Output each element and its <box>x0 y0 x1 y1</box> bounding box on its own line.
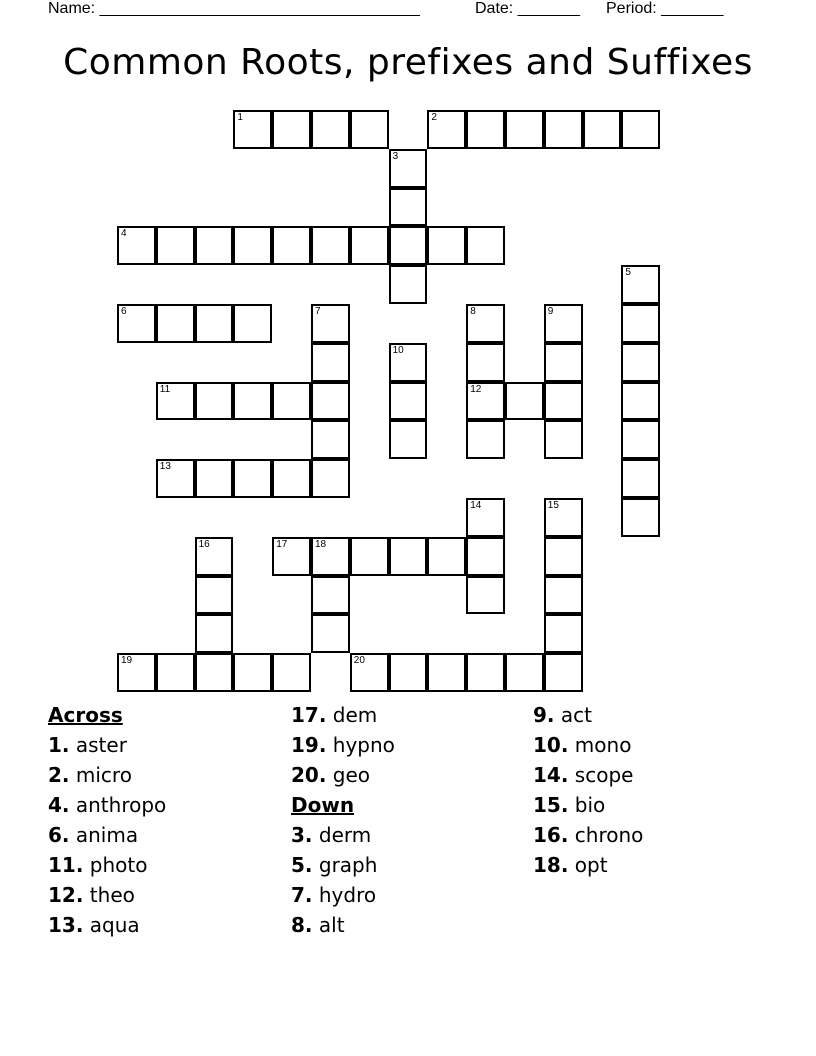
clue-number: 10 <box>392 344 404 356</box>
grid-cell[interactable] <box>195 653 234 692</box>
clue-list <box>0 700 816 1000</box>
clue-number: 8 <box>470 306 476 317</box>
grid-cell[interactable] <box>466 498 505 537</box>
clue-number: 20 <box>353 655 365 667</box>
clue-item-number: 20. <box>291 763 327 787</box>
grid-cell[interactable] <box>621 343 660 382</box>
clue-number: 11 <box>159 383 171 395</box>
grid-cell[interactable] <box>583 110 622 149</box>
clue-item <box>48 820 166 850</box>
grid-cell[interactable] <box>621 265 660 304</box>
clue-item-number: 18. <box>533 853 569 877</box>
clue-item-number: 6. <box>48 823 70 847</box>
grid-cell[interactable] <box>195 576 234 615</box>
grid-cell[interactable] <box>311 459 350 498</box>
clue-item-text: scope <box>574 763 634 787</box>
clue-number: 13 <box>159 461 171 473</box>
grid-cell[interactable] <box>389 653 428 692</box>
grid-cell[interactable] <box>466 226 505 265</box>
clue-number: 12 <box>470 383 482 395</box>
clue-item-number: 11. <box>48 853 84 877</box>
clue-item <box>291 910 395 940</box>
grid-cell[interactable] <box>544 304 583 343</box>
clue-item-number: 10. <box>533 733 569 757</box>
clue-item-text: act <box>560 703 592 727</box>
clue-item-text: hydro <box>318 883 377 907</box>
clue-item <box>48 880 166 910</box>
grid-cell[interactable] <box>389 226 428 265</box>
clue-item-number: 15. <box>533 793 569 817</box>
grid-cell[interactable] <box>544 576 583 615</box>
clue-item-number: 3. <box>291 823 313 847</box>
grid-cell[interactable] <box>466 110 505 149</box>
grid-cell[interactable] <box>466 576 505 615</box>
clue-item-text: geo <box>332 763 371 787</box>
grid-cell[interactable] <box>311 420 350 459</box>
grid-cell[interactable] <box>350 226 389 265</box>
grid-cell[interactable] <box>389 149 428 188</box>
grid-cell[interactable] <box>117 226 156 265</box>
clue-item <box>48 730 166 760</box>
clue-item-number: 17. <box>291 703 327 727</box>
grid-cell[interactable] <box>272 459 311 498</box>
grid-cell[interactable] <box>427 537 466 576</box>
grid-cell[interactable] <box>272 653 311 692</box>
grid-cell[interactable] <box>389 537 428 576</box>
grid-cell[interactable] <box>544 110 583 149</box>
grid-cell[interactable] <box>195 382 234 421</box>
clue-item-text: micro <box>75 763 132 787</box>
clue-item-text: derm <box>318 823 372 847</box>
clue-item-number: 19. <box>291 733 327 757</box>
clue-number: 1 <box>237 112 243 123</box>
grid-cell[interactable] <box>389 343 428 382</box>
clue-item-number: 14. <box>533 763 569 787</box>
clue-item-text: anima <box>75 823 139 847</box>
grid-cell[interactable] <box>117 304 156 343</box>
clue-item-text: chrono <box>574 823 644 847</box>
clue-number: 3 <box>392 150 399 162</box>
clue-number: 7 <box>315 306 321 317</box>
clue-item <box>533 820 643 850</box>
clue-number: 16 <box>198 538 210 550</box>
grid-cell[interactable] <box>233 382 272 421</box>
grid-cell[interactable] <box>272 226 311 265</box>
grid-cell[interactable] <box>233 110 272 149</box>
clue-column-2 <box>291 700 395 940</box>
clue-item <box>533 850 643 880</box>
clue-column-3 <box>533 700 643 880</box>
grid-cell[interactable] <box>466 382 505 421</box>
clue-item <box>48 790 166 820</box>
clue-item-number: 12. <box>48 883 84 907</box>
grid-cell[interactable] <box>311 110 350 149</box>
clue-section-heading: Down <box>291 793 355 817</box>
clue-item <box>291 880 395 910</box>
clue-item-number: 2. <box>48 763 70 787</box>
grid-cell[interactable] <box>466 653 505 692</box>
clue-column-1 <box>48 700 166 940</box>
clue-item-text: photo <box>89 853 148 877</box>
grid-cell[interactable] <box>350 653 389 692</box>
grid-cell[interactable] <box>621 459 660 498</box>
grid-cell[interactable] <box>544 653 583 692</box>
grid-cell[interactable] <box>466 343 505 382</box>
clue-item <box>291 820 395 850</box>
clue-number: 18 <box>315 538 327 550</box>
clue-number: 17 <box>276 538 288 550</box>
grid-cell[interactable] <box>195 614 234 653</box>
grid-cell[interactable] <box>505 382 544 421</box>
clue-item-text: opt <box>574 853 608 877</box>
grid-cell[interactable] <box>156 653 195 692</box>
clue-item <box>48 760 166 790</box>
grid-cell[interactable] <box>466 420 505 459</box>
date-field-label: Date: _______ <box>475 0 580 17</box>
grid-cell[interactable] <box>544 343 583 382</box>
clue-number: 2 <box>431 112 437 123</box>
grid-cell[interactable] <box>466 304 505 343</box>
grid-cell[interactable] <box>427 653 466 692</box>
grid-cell[interactable] <box>505 110 544 149</box>
grid-cell[interactable] <box>195 226 234 265</box>
grid-cell[interactable] <box>117 653 156 692</box>
clue-number: 14 <box>470 500 482 511</box>
grid-cell[interactable] <box>233 459 272 498</box>
grid-cell[interactable] <box>311 537 350 576</box>
clue-item <box>533 700 643 730</box>
grid-cell[interactable] <box>156 382 195 421</box>
page-title: Common Roots, prefixes and Suffixes <box>63 42 753 83</box>
clue-item <box>533 730 643 760</box>
clue-number: 9 <box>547 306 554 317</box>
grid-cell[interactable] <box>350 537 389 576</box>
grid-cell[interactable] <box>272 537 311 576</box>
grid-cell[interactable] <box>621 304 660 343</box>
grid-cell[interactable] <box>621 420 660 459</box>
clue-item-number: 16. <box>533 823 569 847</box>
clue-number: 4 <box>121 228 127 240</box>
clue-number: 6 <box>121 306 127 317</box>
clue-item-number: 9. <box>533 703 555 727</box>
clue-item <box>291 760 395 790</box>
clue-item <box>48 850 166 880</box>
grid-cell[interactable] <box>311 343 350 382</box>
clue-item-number: 8. <box>291 913 313 937</box>
name-field-label: Name: ____________________________________ <box>48 0 420 17</box>
grid-cell[interactable] <box>544 382 583 421</box>
grid-cell[interactable] <box>621 498 660 537</box>
clue-item <box>291 850 395 880</box>
grid-cell[interactable] <box>544 614 583 653</box>
grid-cell[interactable] <box>233 304 272 343</box>
grid-cell[interactable] <box>389 265 428 304</box>
period-field-label: Period: _______ <box>606 0 724 17</box>
clue-item-number: 4. <box>48 793 70 817</box>
grid-cell[interactable] <box>311 226 350 265</box>
clue-number: 15 <box>547 500 559 511</box>
clue-item-text: bio <box>574 793 606 817</box>
clue-item-number: 1. <box>48 733 70 757</box>
clue-item-number: 13. <box>48 913 84 937</box>
clue-number: 19 <box>121 655 133 667</box>
grid-cell[interactable] <box>311 576 350 615</box>
grid-cell[interactable] <box>389 420 428 459</box>
clue-item-text: graph <box>318 853 378 877</box>
clue-section-heading: Across <box>48 703 123 727</box>
clue-item-text: theo <box>89 883 135 907</box>
clue-item-text: mono <box>574 733 632 757</box>
grid-cell[interactable] <box>427 110 466 149</box>
grid-cell[interactable] <box>195 304 234 343</box>
grid-cell[interactable] <box>233 226 272 265</box>
grid-cell[interactable] <box>544 420 583 459</box>
grid-cell[interactable] <box>544 537 583 576</box>
clue-item-number: 5. <box>291 853 313 877</box>
clue-item-text: alt <box>318 913 345 937</box>
clue-number: 5 <box>625 267 631 279</box>
grid-cell[interactable] <box>350 110 389 149</box>
clue-item-text: anthropo <box>75 793 167 817</box>
clue-item-text: aster <box>75 733 127 757</box>
clue-item <box>533 790 643 820</box>
grid-cell[interactable] <box>621 382 660 421</box>
grid-cell[interactable] <box>272 110 311 149</box>
grid-cell[interactable] <box>195 537 234 576</box>
clue-item <box>48 910 166 940</box>
clue-item-text: dem <box>332 703 378 727</box>
grid-cell[interactable] <box>156 459 195 498</box>
grid-cell[interactable] <box>389 188 428 227</box>
grid-cell[interactable] <box>466 537 505 576</box>
clue-item-number: 7. <box>291 883 313 907</box>
grid-cell[interactable] <box>156 226 195 265</box>
clue-item <box>533 760 643 790</box>
clue-item <box>291 700 395 730</box>
grid-cell[interactable] <box>156 304 195 343</box>
grid-cell[interactable] <box>272 382 311 421</box>
grid-cell[interactable] <box>311 614 350 653</box>
grid-cell[interactable] <box>311 304 350 343</box>
grid-cell[interactable] <box>544 498 583 537</box>
grid-cell[interactable] <box>505 653 544 692</box>
grid-cell[interactable] <box>427 226 466 265</box>
grid-cell[interactable] <box>389 382 428 421</box>
grid-cell[interactable] <box>311 382 350 421</box>
grid-cell[interactable] <box>621 110 660 149</box>
clue-item-text: aqua <box>89 913 140 937</box>
clue-item-text: hypno <box>332 733 395 757</box>
grid-cell[interactable] <box>195 459 234 498</box>
grid-cell[interactable] <box>233 653 272 692</box>
clue-item <box>291 730 395 760</box>
